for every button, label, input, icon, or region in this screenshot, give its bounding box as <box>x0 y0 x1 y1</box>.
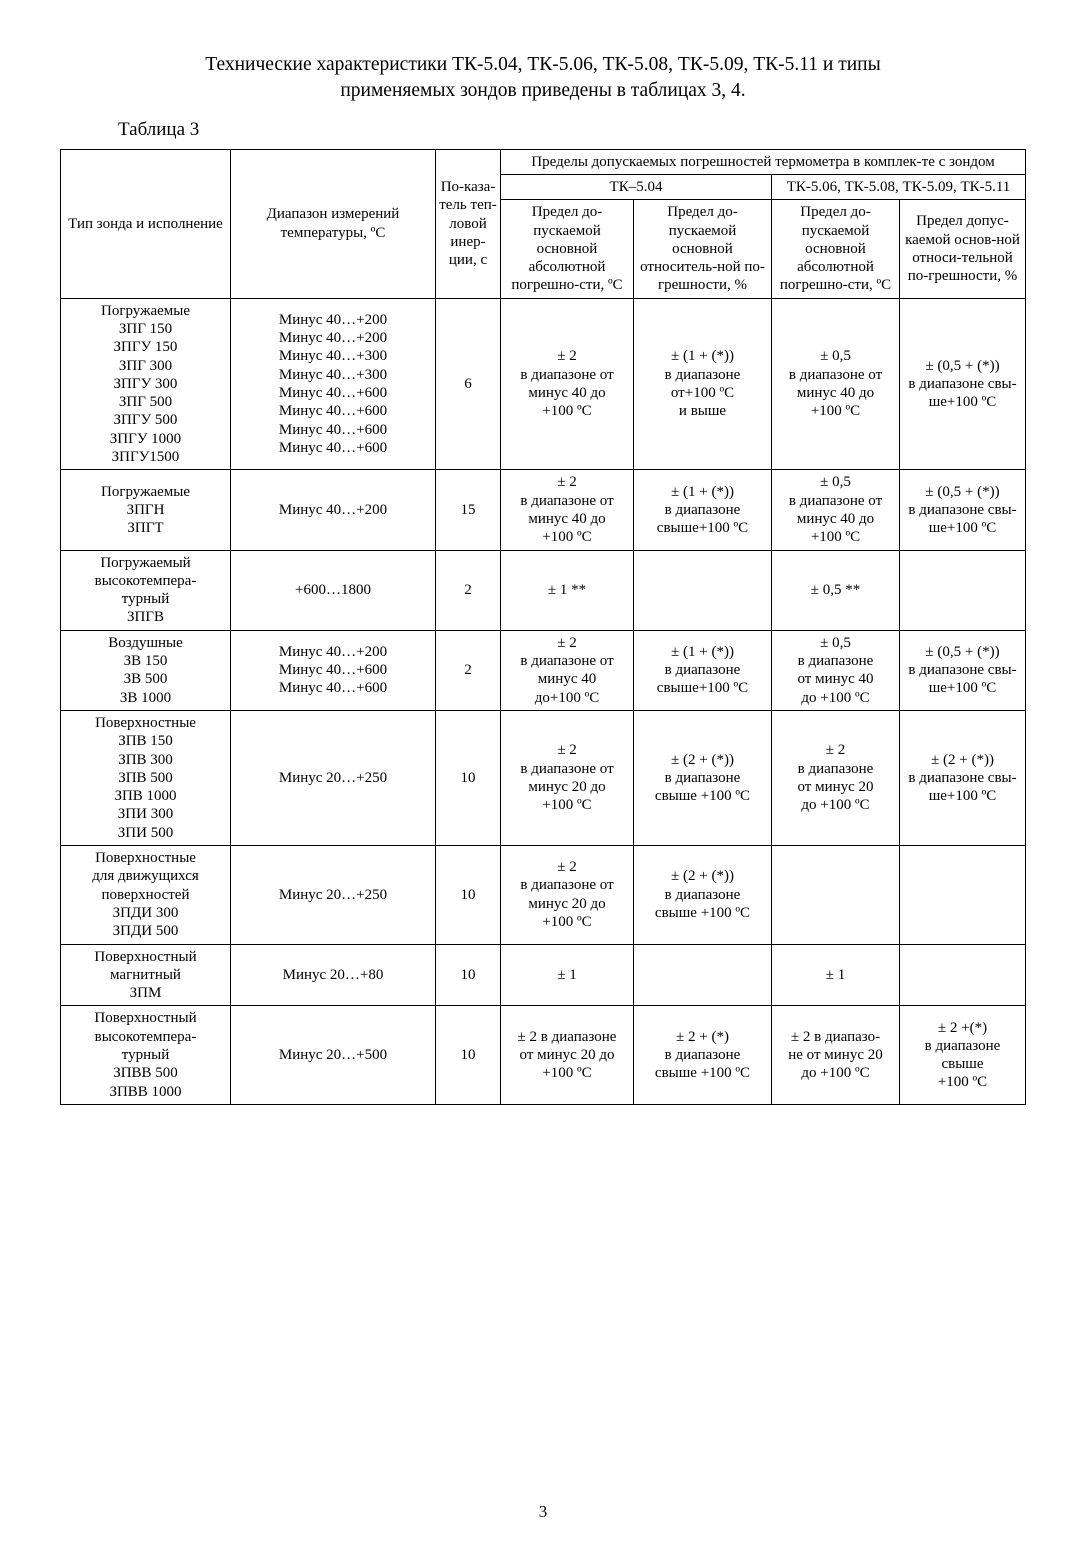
cell-thermal-inertia: 10 <box>436 710 501 845</box>
table-row <box>61 550 1026 630</box>
table-row <box>61 630 1026 710</box>
cell-rel-error-tk504: ± (1 + (*)) в диапазоне свыше+100 ºС <box>634 470 772 550</box>
cell-abs-error-tk-rest: ± 0,5 в диапазоне от минус 40 до +100 ºС <box>772 298 900 470</box>
cell-thermal-inertia: 10 <box>436 846 501 944</box>
cell-thermal-inertia: 10 <box>436 944 501 1006</box>
cell-rel-error-tk504: ± 2 + (*) в диапазоне свыше +100 ºС <box>634 1006 772 1104</box>
cell-rel-error-tk-rest: ± 2 +(*) в диапазоне свыше +100 ºС <box>900 1006 1026 1104</box>
header-abs-rest: Предел до-пускаемой основной абсолютной погрешно-сти, ºС <box>772 200 900 298</box>
cell-temperature-range: Минус 20…+250 <box>231 846 436 944</box>
cell-temperature-range: Минус 20…+80 <box>231 944 436 1006</box>
cell-probe-type: Поверхностные для движущихся поверхностей ЗПДИ 300 ЗПДИ 500 <box>61 846 231 944</box>
cell-rel-error-tk504: ± (1 + (*)) в диапазоне от+100 ºС и выше <box>634 298 772 470</box>
cell-rel-error-tk504: ± (2 + (*)) в диапазоне свыше +100 ºС <box>634 710 772 845</box>
cell-thermal-inertia: 2 <box>436 550 501 630</box>
cell-temperature-range: Минус 40…+200 Минус 40…+200 Минус 40…+300 Минус 40…+300 Минус 40…+600 Минус 40…+600 Минус 40…+600 Минус 40…+600 <box>231 298 436 470</box>
cell-rel-error-tk-rest: ± (2 + (*)) в диапазоне свы- ше+100 ºС <box>900 710 1026 845</box>
cell-thermal-inertia: 10 <box>436 1006 501 1104</box>
header-col-inertia: По-каза-тель теп-ловой инер-ции, с <box>436 149 501 298</box>
cell-abs-error-tk-rest: ± 0,5 в диапазоне от минус 40 до +100 ºС <box>772 630 900 710</box>
header-col-type: Тип зонда и исполнение <box>61 149 231 298</box>
cell-probe-type: Воздушные ЗВ 150 ЗВ 500 ЗВ 1000 <box>61 630 231 710</box>
cell-abs-error-tk504: ± 2 в диапазоне от минус 20 до +100 ºС <box>501 846 634 944</box>
cell-abs-error-tk-rest <box>772 846 900 944</box>
cell-probe-type: Погружаемый высокотемпера- турный ЗПГВ <box>61 550 231 630</box>
cell-rel-error-tk504 <box>634 550 772 630</box>
cell-probe-type: Поверхностный высокотемпера- турный ЗПВВ 500 ЗПВВ 1000 <box>61 1006 231 1104</box>
cell-rel-error-tk-rest: ± (0,5 + (*)) в диапазоне свы- ше+100 ºС <box>900 470 1026 550</box>
cell-rel-error-tk504: ± (2 + (*)) в диапазоне свыше +100 ºС <box>634 846 772 944</box>
cell-abs-error-tk-rest: ± 1 <box>772 944 900 1006</box>
cell-rel-error-tk-rest <box>900 944 1026 1006</box>
cell-thermal-inertia: 15 <box>436 470 501 550</box>
cell-abs-error-tk504: ± 2 в диапазоне от минус 20 до +100 ºС <box>501 710 634 845</box>
header-group-tk504: ТК–5.04 <box>501 174 772 199</box>
table-caption: Таблица 3 <box>118 118 200 140</box>
table-row <box>61 710 1026 845</box>
table-body <box>61 298 1026 1104</box>
cell-abs-error-tk-rest: ± 0,5 ** <box>772 550 900 630</box>
cell-rel-error-tk504: ± (1 + (*)) в диапазоне свыше+100 ºС <box>634 630 772 710</box>
cell-probe-type: Поверхностные ЗПВ 150 ЗПВ 300 ЗПВ 500 ЗПВ 1000 ЗПИ 300 ЗПИ 500 <box>61 710 231 845</box>
cell-temperature-range: +600…1800 <box>231 550 436 630</box>
cell-probe-type: Погружаемые ЗПГН ЗПГТ <box>61 470 231 550</box>
header-col-range: Диапазон измерений температуры, ºС <box>231 149 436 298</box>
cell-temperature-range: Минус 40…+200 Минус 40…+600 Минус 40…+600 <box>231 630 436 710</box>
table-row <box>61 470 1026 550</box>
header-rel-rest: Предел допус-каемой основ-ной относи-тельной по-грешности, % <box>900 200 1026 298</box>
table-header-row-1 <box>61 149 1026 174</box>
cell-abs-error-tk-rest: ± 2 в диапазоне от минус 20 до +100 ºС <box>772 710 900 845</box>
cell-probe-type: Погружаемые ЗПГ 150 ЗПГУ 150 ЗПГ 300 ЗПГУ 300 ЗПГ 500 ЗПГУ 500 ЗПГУ 1000 ЗПГУ1500 <box>61 298 231 470</box>
cell-abs-error-tk504: ± 2 в диапазоне от минус 20 до +100 ºС <box>501 1006 634 1104</box>
specifications-table <box>60 149 1026 1105</box>
table-row <box>61 944 1026 1006</box>
table-row <box>61 298 1026 470</box>
cell-rel-error-tk-rest <box>900 550 1026 630</box>
table-row <box>61 1006 1026 1104</box>
header-group-limits: Пределы допускаемых погрешностей термометра в комплек-те с зондом <box>501 149 1026 174</box>
cell-rel-error-tk-rest: ± (0,5 + (*)) в диапазоне свы- ше+100 ºС <box>900 298 1026 470</box>
header-abs-504: Предел до-пускаемой основной абсолютной погрешно-сти, ºС <box>501 200 634 298</box>
header-rel-504: Предел до-пускаемой основной относитель-ной по-грешности, % <box>634 200 772 298</box>
cell-temperature-range: Минус 20…+500 <box>231 1006 436 1104</box>
table-row <box>61 846 1026 944</box>
cell-rel-error-tk-rest: ± (0,5 + (*)) в диапазоне свы- ше+100 ºС <box>900 630 1026 710</box>
header-group-tk-rest: ТК-5.06, ТК-5.08, ТК-5.09, ТК-5.11 <box>772 174 1026 199</box>
cell-temperature-range: Минус 40…+200 <box>231 470 436 550</box>
cell-thermal-inertia: 6 <box>436 298 501 470</box>
cell-thermal-inertia: 2 <box>436 630 501 710</box>
cell-abs-error-tk504: ± 2 в диапазоне от минус 40 до +100 ºС <box>501 470 634 550</box>
cell-abs-error-tk504: ± 2 в диапазоне от минус 40 до+100 ºС <box>501 630 634 710</box>
cell-rel-error-tk504 <box>634 944 772 1006</box>
cell-abs-error-tk-rest: ± 0,5 в диапазоне от минус 40 до +100 ºС <box>772 470 900 550</box>
intro-paragraph <box>103 0 983 105</box>
cell-abs-error-tk-rest: ± 2 в диапазо- не от минус 20 до +100 ºС <box>772 1006 900 1104</box>
cell-rel-error-tk-rest <box>900 846 1026 944</box>
intro-line-2: применяемых зондов приведены в таблицах 3, 4. <box>340 80 746 102</box>
cell-abs-error-tk504: ± 2 в диапазоне от минус 40 до +100 ºС <box>501 298 634 470</box>
page-number: 3 <box>538 1502 548 1521</box>
cell-abs-error-tk504: ± 1 ** <box>501 550 634 630</box>
intro-line-1: Технические характеристики ТК-5.04, ТК-5.06, ТК-5.08, ТК-5.09, ТК-5.11 и типы <box>205 54 881 75</box>
cell-abs-error-tk504: ± 1 <box>501 944 634 1006</box>
cell-temperature-range: Минус 20…+250 <box>231 710 436 845</box>
cell-probe-type: Поверхностный магнитный ЗПМ <box>61 944 231 1006</box>
